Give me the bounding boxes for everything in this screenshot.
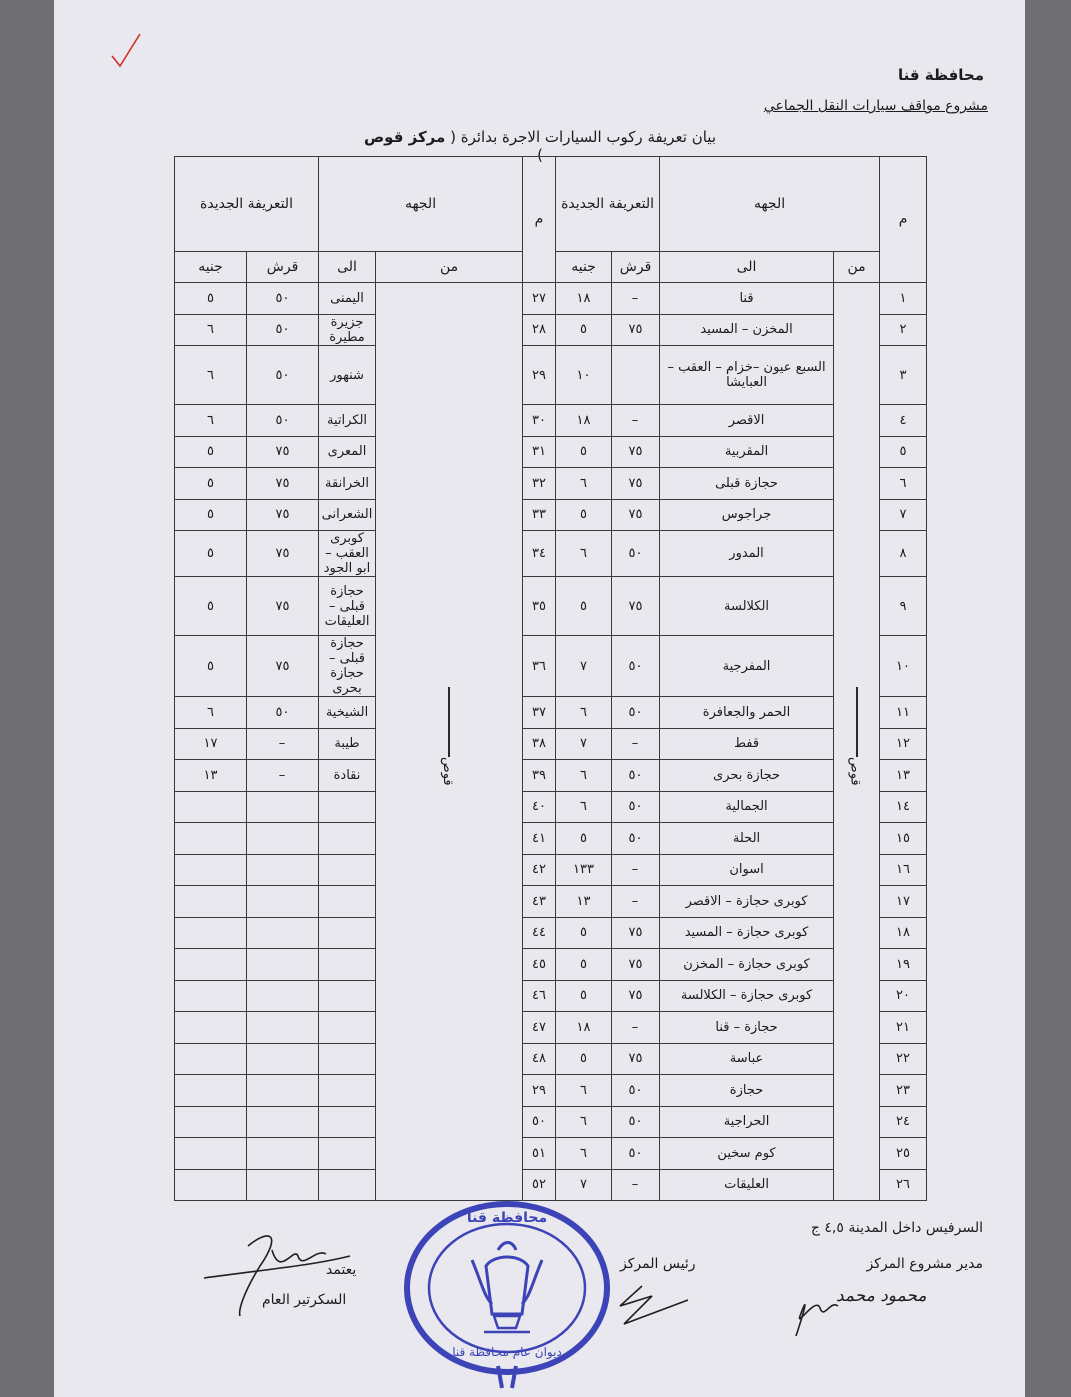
pounds-left (175, 1169, 247, 1201)
destination-left (319, 823, 376, 855)
destination-right: عباسة (660, 1043, 834, 1075)
table-row (175, 1043, 927, 1075)
pounds-right: ٥ (556, 917, 612, 949)
destination-right: كوبرى حجازة – المسيد (660, 917, 834, 949)
piasters-left (247, 949, 319, 981)
row-number-right: ٢٢ (880, 1043, 927, 1075)
destination-left (319, 1138, 376, 1170)
pounds-right: ٦ (556, 1106, 612, 1138)
row-number-right: ١٤ (880, 791, 927, 823)
destination-left: اليمنى (319, 283, 376, 315)
table-row (175, 728, 927, 760)
piasters-right: – (612, 283, 660, 315)
pounds-left: ١٣ (175, 760, 247, 792)
destination-right: الجمالية (660, 791, 834, 823)
row-number-right: ٩ (880, 577, 927, 636)
row-number-left: ٤٨ (523, 1043, 556, 1075)
table-row (175, 760, 927, 792)
piasters-right: ٥٠ (612, 1106, 660, 1138)
piasters-right: ٥٠ (612, 697, 660, 729)
row-number-right: ١٦ (880, 854, 927, 886)
piasters-right: ٧٥ (612, 468, 660, 500)
table-row (175, 531, 927, 577)
pounds-right: ٦ (556, 1075, 612, 1107)
destination-left: كوبرى العقب – ابو الجود (319, 531, 376, 577)
row-number-right: ٢٥ (880, 1138, 927, 1170)
row-number-left: ٤٣ (523, 886, 556, 918)
piasters-left: ٧٥ (247, 499, 319, 531)
row-number-right: ٧ (880, 499, 927, 531)
project-manager-label: مدير مشروع المركز (866, 1256, 983, 1272)
piasters-left: ٥٠ (247, 283, 319, 315)
piasters-right: ٥٠ (612, 791, 660, 823)
secretary-signature (200, 1226, 360, 1322)
row-number-left: ٣٣ (523, 499, 556, 531)
pounds-left: ١٧ (175, 728, 247, 760)
header-direction-right: الجهه (660, 157, 880, 252)
row-number-left: ٥١ (523, 1138, 556, 1170)
pounds-right: ٥ (556, 949, 612, 981)
destination-right: حجازة قبلى (660, 468, 834, 500)
pounds-right: ١٨ (556, 405, 612, 437)
table-row (175, 577, 927, 636)
piasters-left (247, 791, 319, 823)
row-number-left: ٣٦ (523, 636, 556, 697)
piasters-right: ٥٠ (612, 823, 660, 855)
piasters-right: ٧٥ (612, 314, 660, 346)
row-number-left: ٢٩ (523, 346, 556, 405)
row-number-left: ٤١ (523, 823, 556, 855)
piasters-left (247, 823, 319, 855)
row-number-left: ٣١ (523, 436, 556, 468)
piasters-right: ٧٥ (612, 436, 660, 468)
destination-left: شنهور (319, 346, 376, 405)
table-row (175, 468, 927, 500)
piasters-left: ٧٥ (247, 436, 319, 468)
destination-left: الكراتية (319, 405, 376, 437)
table-row (175, 791, 927, 823)
destination-right: المقربية (660, 436, 834, 468)
destination-right: السبع عيون –خزام – العقب – العبايشا (660, 346, 834, 405)
pounds-left: ٥ (175, 577, 247, 636)
pounds-left (175, 791, 247, 823)
header-pounds-right: جنيه (556, 252, 612, 283)
row-number-left: ٣٢ (523, 468, 556, 500)
header-piasters-right: قرش (612, 252, 660, 283)
destination-left: جزيرة مطيرة (319, 314, 376, 346)
piasters-left: ٧٥ (247, 468, 319, 500)
piasters-right: ٧٥ (612, 949, 660, 981)
pounds-right: ١٠ (556, 346, 612, 405)
piasters-left: ٥٠ (247, 697, 319, 729)
table-row (175, 1012, 927, 1044)
header-piasters-left: قرش (247, 252, 319, 283)
piasters-right: – (612, 405, 660, 437)
row-number-right: ١٣ (880, 760, 927, 792)
destination-left (319, 791, 376, 823)
piasters-left (247, 1169, 319, 1201)
destination-right: الحلة (660, 823, 834, 855)
piasters-right: – (612, 1012, 660, 1044)
pounds-right: ١٣٣ (556, 854, 612, 886)
piasters-right: ٥٠ (612, 1075, 660, 1107)
pounds-left (175, 1075, 247, 1107)
table-row (175, 436, 927, 468)
destination-left: الشيخية (319, 697, 376, 729)
piasters-left (247, 886, 319, 918)
pounds-right: ٥ (556, 1043, 612, 1075)
piasters-left: – (247, 728, 319, 760)
piasters-left: ٧٥ (247, 636, 319, 697)
pounds-left (175, 949, 247, 981)
destination-right: العليقات (660, 1169, 834, 1201)
destination-left: الشعرانى (319, 499, 376, 531)
pounds-right: ٧ (556, 728, 612, 760)
service-note: السرفيس داخل المدينة ٤,٥ ج (810, 1220, 983, 1236)
table-row (175, 917, 927, 949)
header-pounds-left: جنيه (175, 252, 247, 283)
destination-right: اسوان (660, 854, 834, 886)
destination-right: الحراجية (660, 1106, 834, 1138)
destination-right: حجازة – قنا (660, 1012, 834, 1044)
destination-left (319, 1075, 376, 1107)
destination-right: المخزن – المسيد (660, 314, 834, 346)
row-number-left: ٥٢ (523, 1169, 556, 1201)
row-number-right: ١٥ (880, 823, 927, 855)
bracket-line (448, 687, 450, 757)
pounds-right: ٦ (556, 697, 612, 729)
from-value-right: قوص (847, 757, 863, 786)
title-suffix: ) (537, 146, 543, 164)
row-number-right: ٤ (880, 405, 927, 437)
destination-left: المعرى (319, 436, 376, 468)
destination-right: المدور (660, 531, 834, 577)
pounds-right: ١٣ (556, 886, 612, 918)
destination-left: نقادة (319, 760, 376, 792)
row-number-left: ٤٥ (523, 949, 556, 981)
pounds-left (175, 823, 247, 855)
piasters-right: ٥٠ (612, 1138, 660, 1170)
pounds-left: ٥ (175, 468, 247, 500)
destination-left (319, 1012, 376, 1044)
approve-label: يعتمد (326, 1262, 357, 1278)
table-row (175, 886, 927, 918)
title-center: مركز قوص (364, 128, 446, 146)
header-from-right: من (834, 252, 880, 283)
destination-right: الاقصر (660, 405, 834, 437)
table-row (175, 697, 927, 729)
destination-left (319, 980, 376, 1012)
row-number-left: ٤٠ (523, 791, 556, 823)
destination-left (319, 886, 376, 918)
row-number-left: ٤٢ (523, 854, 556, 886)
piasters-left: ٧٥ (247, 531, 319, 577)
pounds-right: ٥ (556, 823, 612, 855)
stamp-top-text: محافظة قنا (466, 1210, 548, 1226)
pounds-left (175, 1138, 247, 1170)
row-number-right: ١١ (880, 697, 927, 729)
pounds-left: ٥ (175, 283, 247, 315)
piasters-right: ٥٠ (612, 531, 660, 577)
pounds-left: ٥ (175, 531, 247, 577)
row-number-right: ١٧ (880, 886, 927, 918)
center-head-label: رئيس المركز (620, 1256, 696, 1272)
bracket-line (856, 687, 858, 757)
piasters-left (247, 1043, 319, 1075)
project-label: مشروع مواقف سيارات النقل الجماعي (763, 98, 988, 114)
row-number-right: ٢٦ (880, 1169, 927, 1201)
destination-right: الحمر والجعافرة (660, 697, 834, 729)
piasters-right: – (612, 1169, 660, 1201)
row-number-right: ٨ (880, 531, 927, 577)
row-number-left: ٢٧ (523, 283, 556, 315)
piasters-left: – (247, 760, 319, 792)
destination-left: حجازة قبلى – حجازة بحرى (319, 636, 376, 697)
pounds-right: ٥ (556, 980, 612, 1012)
header-to-right: الى (660, 252, 834, 283)
row-number-left: ٤٦ (523, 980, 556, 1012)
row-number-right: ٥ (880, 436, 927, 468)
destination-left: الخرانقة (319, 468, 376, 500)
from-mark-right (846, 687, 868, 786)
header-direction-left: الجهه (319, 157, 523, 252)
piasters-right: ٧٥ (612, 1043, 660, 1075)
piasters-right: ٧٥ (612, 917, 660, 949)
stamp-bottom-text: ديوان عام محافظة قنا (452, 1345, 562, 1359)
row-number-left: ٤٧ (523, 1012, 556, 1044)
table-row (175, 283, 927, 315)
row-number-right: ٢١ (880, 1012, 927, 1044)
manager-signature-text: محمود محمد (836, 1286, 927, 1306)
pounds-right: ٧ (556, 1169, 612, 1201)
table-row (175, 949, 927, 981)
destination-left (319, 854, 376, 886)
piasters-right (612, 346, 660, 405)
pounds-right: ٦ (556, 791, 612, 823)
piasters-left (247, 854, 319, 886)
piasters-right: – (612, 854, 660, 886)
table-row (175, 636, 927, 697)
governorate-label: محافظة قنا (897, 66, 984, 84)
pounds-right: ٥ (556, 577, 612, 636)
destination-right: كوبرى حجازة – الكلالسة (660, 980, 834, 1012)
header-tariff-left: التعريفة الجديدة (175, 157, 319, 252)
piasters-left: ٥٠ (247, 346, 319, 405)
table-row (175, 405, 927, 437)
header-from-left: من (376, 252, 523, 283)
piasters-right: – (612, 728, 660, 760)
row-number-left: ٣٤ (523, 531, 556, 577)
row-number-left: ٢٨ (523, 314, 556, 346)
table-row (175, 823, 927, 855)
destination-left (319, 949, 376, 981)
destination-left (319, 917, 376, 949)
pounds-left: ٦ (175, 405, 247, 437)
destination-right: قفط (660, 728, 834, 760)
tariff-table (174, 156, 927, 1201)
row-number-right: ٢٠ (880, 980, 927, 1012)
piasters-right: ٧٥ (612, 499, 660, 531)
table-row (175, 346, 927, 405)
piasters-left: ٥٠ (247, 314, 319, 346)
piasters-right: ٧٥ (612, 577, 660, 636)
destination-left (319, 1169, 376, 1201)
table-row (175, 499, 927, 531)
row-number-left: ٢٩ (523, 1075, 556, 1107)
table-row (175, 314, 927, 346)
row-number-left: ٥٠ (523, 1106, 556, 1138)
pounds-left (175, 1012, 247, 1044)
piasters-left (247, 917, 319, 949)
pounds-left: ٦ (175, 346, 247, 405)
check-mark-icon (108, 30, 144, 70)
piasters-right: ٧٥ (612, 980, 660, 1012)
destination-right: جراجوس (660, 499, 834, 531)
destination-left: طيبة (319, 728, 376, 760)
piasters-left: ٥٠ (247, 405, 319, 437)
official-stamp (398, 1196, 616, 1392)
destination-right: الكلالسة (660, 577, 834, 636)
table-row (175, 854, 927, 886)
pounds-left: ٦ (175, 314, 247, 346)
row-number-right: ١٠ (880, 636, 927, 697)
pounds-left (175, 980, 247, 1012)
pounds-right: ٥ (556, 436, 612, 468)
manager-signature (786, 1286, 846, 1346)
piasters-right: – (612, 886, 660, 918)
pounds-right: ٦ (556, 468, 612, 500)
header-tariff-right: التعريفة الجديدة (556, 157, 660, 252)
pounds-left: ٥ (175, 436, 247, 468)
pounds-right: ٦ (556, 1138, 612, 1170)
piasters-left (247, 980, 319, 1012)
piasters-right: ٥٠ (612, 760, 660, 792)
pounds-left (175, 917, 247, 949)
table-row (175, 1138, 927, 1170)
table-row (175, 980, 927, 1012)
pounds-right: ٥ (556, 499, 612, 531)
destination-left (319, 1106, 376, 1138)
row-number-right: ١٨ (880, 917, 927, 949)
pounds-right: ٦ (556, 760, 612, 792)
center-head-signature (612, 1276, 692, 1332)
destination-right: كوم سخين (660, 1138, 834, 1170)
destination-left: حجازة قبلى – العليقات (319, 577, 376, 636)
row-number-left: ٣٧ (523, 697, 556, 729)
piasters-left (247, 1106, 319, 1138)
row-number-right: ١٢ (880, 728, 927, 760)
destination-left (319, 1043, 376, 1075)
row-number-left: ٤٤ (523, 917, 556, 949)
destination-right: حجازة (660, 1075, 834, 1107)
row-number-right: ٢٤ (880, 1106, 927, 1138)
destination-right: حجازة بحرى (660, 760, 834, 792)
title-prefix: بيان تعريفة ركوب السيارات الاجرة بدائرة ( (450, 128, 716, 146)
row-number-left: ٣٩ (523, 760, 556, 792)
pounds-left: ٦ (175, 697, 247, 729)
row-number-right: ٦ (880, 468, 927, 500)
table-row (175, 1106, 927, 1138)
secretary-label: السكرتير العام (262, 1292, 347, 1308)
row-number-left: ٣٠ (523, 405, 556, 437)
row-number-right: ٢٣ (880, 1075, 927, 1107)
destination-right: كوبرى حجازة – المخزن (660, 949, 834, 981)
pounds-left (175, 1106, 247, 1138)
header-num-right: م (880, 157, 927, 283)
destination-right: المفرجية (660, 636, 834, 697)
piasters-right: ٥٠ (612, 636, 660, 697)
row-number-right: ٣ (880, 346, 927, 405)
row-number-left: ٣٥ (523, 577, 556, 636)
destination-right: قنا (660, 283, 834, 315)
header-num-left: م (523, 157, 556, 283)
row-number-right: ١ (880, 283, 927, 315)
from-mark-left (438, 687, 460, 786)
pounds-left: ٥ (175, 499, 247, 531)
from-cell-left (376, 283, 523, 1201)
pounds-left (175, 854, 247, 886)
row-number-right: ١٩ (880, 949, 927, 981)
piasters-left (247, 1075, 319, 1107)
piasters-left (247, 1138, 319, 1170)
pounds-right: ٦ (556, 531, 612, 577)
pounds-right: ١٨ (556, 283, 612, 315)
piasters-left (247, 1012, 319, 1044)
pounds-left (175, 886, 247, 918)
pounds-right: ٧ (556, 636, 612, 697)
row-number-left: ٣٨ (523, 728, 556, 760)
header-to-left: الى (319, 252, 376, 283)
piasters-left: ٧٥ (247, 577, 319, 636)
destination-right: كوبرى حجازة – الاقصر (660, 886, 834, 918)
pounds-left (175, 1043, 247, 1075)
table-row (175, 1075, 927, 1107)
pounds-left: ٥ (175, 636, 247, 697)
row-number-right: ٢ (880, 314, 927, 346)
from-value-left: قوص (440, 757, 456, 786)
pounds-right: ٥ (556, 314, 612, 346)
from-cell-right (834, 283, 880, 1201)
pounds-right: ١٨ (556, 1012, 612, 1044)
